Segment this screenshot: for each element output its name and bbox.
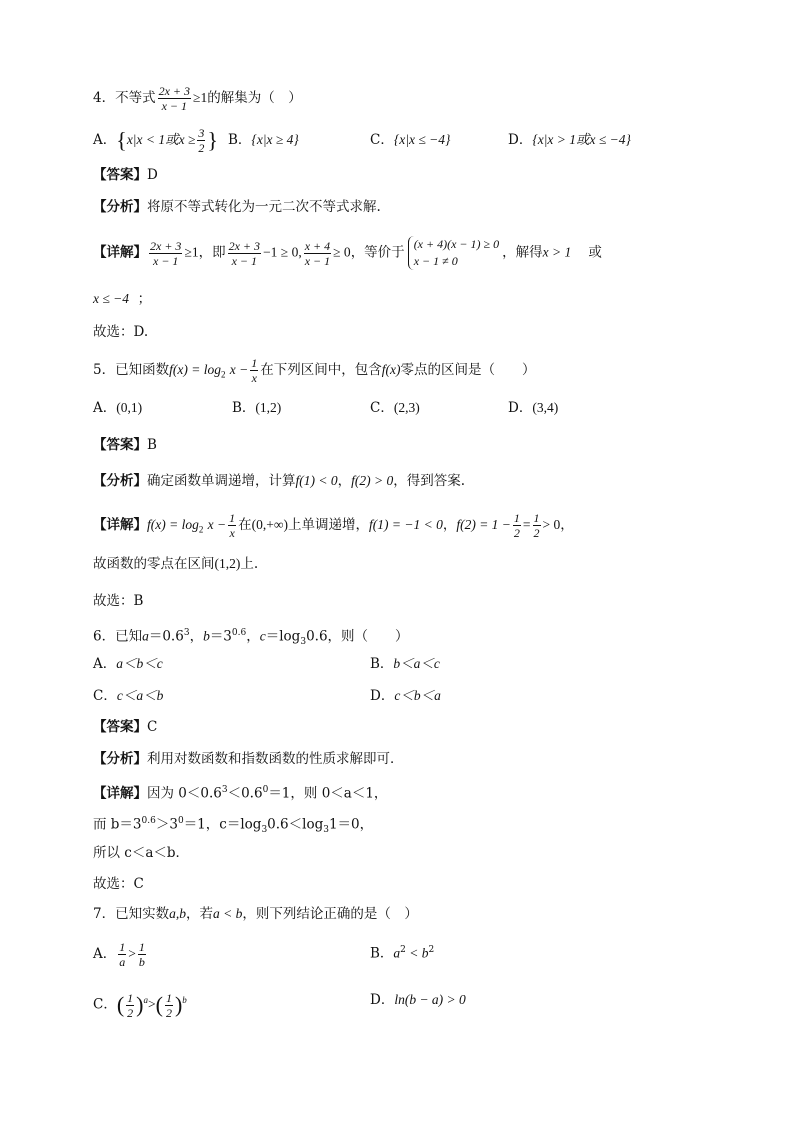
q4-option-b: B．{x|x ≥ 4} — [228, 132, 299, 148]
q5-option-a: A．(0,1) — [93, 400, 143, 416]
q5-analysis: 【分析】确定函数单调递增，计算f(1) < 0，f(2) > 0，得到答案. — [93, 473, 466, 489]
q6-stem: 6．已知$a=0.6^3$，$b=3^{0.6}$，$c=\log_30.6$，则（ ） — [93, 628, 409, 648]
q6-option-a: A．a＜b＜c — [93, 656, 163, 672]
q4-analysis: 【分析】将原不等式转化为一元二次不等式求解. — [93, 199, 381, 215]
q6-option-b: B．b＜a＜c — [370, 656, 440, 672]
q4-option-a: A．{x|x < 1或x ≥ $\frac{3}{2}$ } — [93, 126, 218, 155]
q4-answer: 【答案】D — [93, 167, 158, 183]
q4-stem-prefix: 4．不等式 — [93, 90, 156, 106]
q5-option-d: D．(3,4) — [508, 400, 559, 416]
q4-stem-fraction: $\frac{2x + 3}{x - 1}$ — [158, 84, 191, 113]
q5-stem: 5．已知函数$f(x) = \log_2 x$ − $\frac{1}{x}$ 在下列区间中，包含f(x)零点的区间是（ ） — [93, 356, 536, 385]
q7-stem: 7．已知实数a,b，若a < b，则下列结论正确的是（ ） — [93, 906, 418, 922]
q7-option-c: C．( $\frac{1}{2}$ )$^a$>( $\frac{1}{2}$ )$^b$ — [93, 990, 187, 1020]
q6-detail: 【详解】因为 $0<0.6^3<0.6^0=1$，则 0＜a＜1， — [93, 785, 388, 802]
q6-option-c: C．c＜a＜b — [93, 688, 164, 704]
q7-option-d: D．ln(b − a) > 0 — [370, 992, 466, 1008]
q6-option-d: D．c＜b＜a — [370, 688, 441, 704]
q5-detail-cont: 故函数的零点在区间(1,2)上. — [93, 556, 259, 572]
q6-answer: 【答案】C — [93, 719, 158, 735]
q4-choice: 故选：D. — [93, 324, 149, 340]
q7-option-a: A． $\frac{1}{a}$ > $\frac{1}{b}$ — [93, 940, 145, 969]
q7-option-b: B．$a^2 < b^2$ — [370, 945, 435, 962]
q6-choice: 故选：C — [93, 876, 144, 892]
q6-analysis: 【分析】利用对数函数和指数函数的性质求解即可． — [93, 751, 404, 767]
q5-option-c: C．(2,3) — [370, 400, 420, 416]
q5-detail: 【详解】$f(x) = \log_2 x$ − $\frac{1}{x}$ 在(0,+∞)上单调递增，f(1) = −1 < 0，f(2) = 1 − $\frac{1}{2}$ = $\frac{1}{2}$ > 0， — [93, 511, 574, 540]
q4-inequality-system: (x + 4)(x − 1) ≥ 0 x − 1 ≠ 0 — [408, 236, 499, 270]
q5-option-b: B．(1,2) — [232, 400, 282, 416]
q4-option-c: C．{x|x ≤ −4} — [370, 132, 451, 148]
q5-answer: 【答案】B — [93, 437, 157, 453]
q4-detail: 【详解】 $\frac{2x + 3}{x - 1}$ ≥1，即 $\frac{2x + 3}{x - 1}$ −1 ≥ 0, $\frac{x + 4}{x - 1}$ ≥ 0，等价于 (x + 4)(x − 1) ≥ 0 x − 1 ≠ 0 ，解得x > 1 或 — [93, 237, 602, 268]
q6-detail-line2: 而 $b=3^{0.6}>3^0=1$，$c=\log_30.6<\log_31=0$， — [93, 816, 374, 836]
q4-stem: 4．不等式 $\frac{2x + 3}{x - 1}$ ≥1的解集为（ ） — [93, 84, 302, 113]
q5-choice: 故选：B — [93, 593, 144, 609]
q4-detail-cont: x ≤ −4 ； — [93, 291, 152, 307]
q6-detail-line3: 所以 c＜a＜b． — [93, 845, 190, 861]
q4-option-d: D．{x|x > 1或x ≤ −4} — [508, 132, 631, 148]
